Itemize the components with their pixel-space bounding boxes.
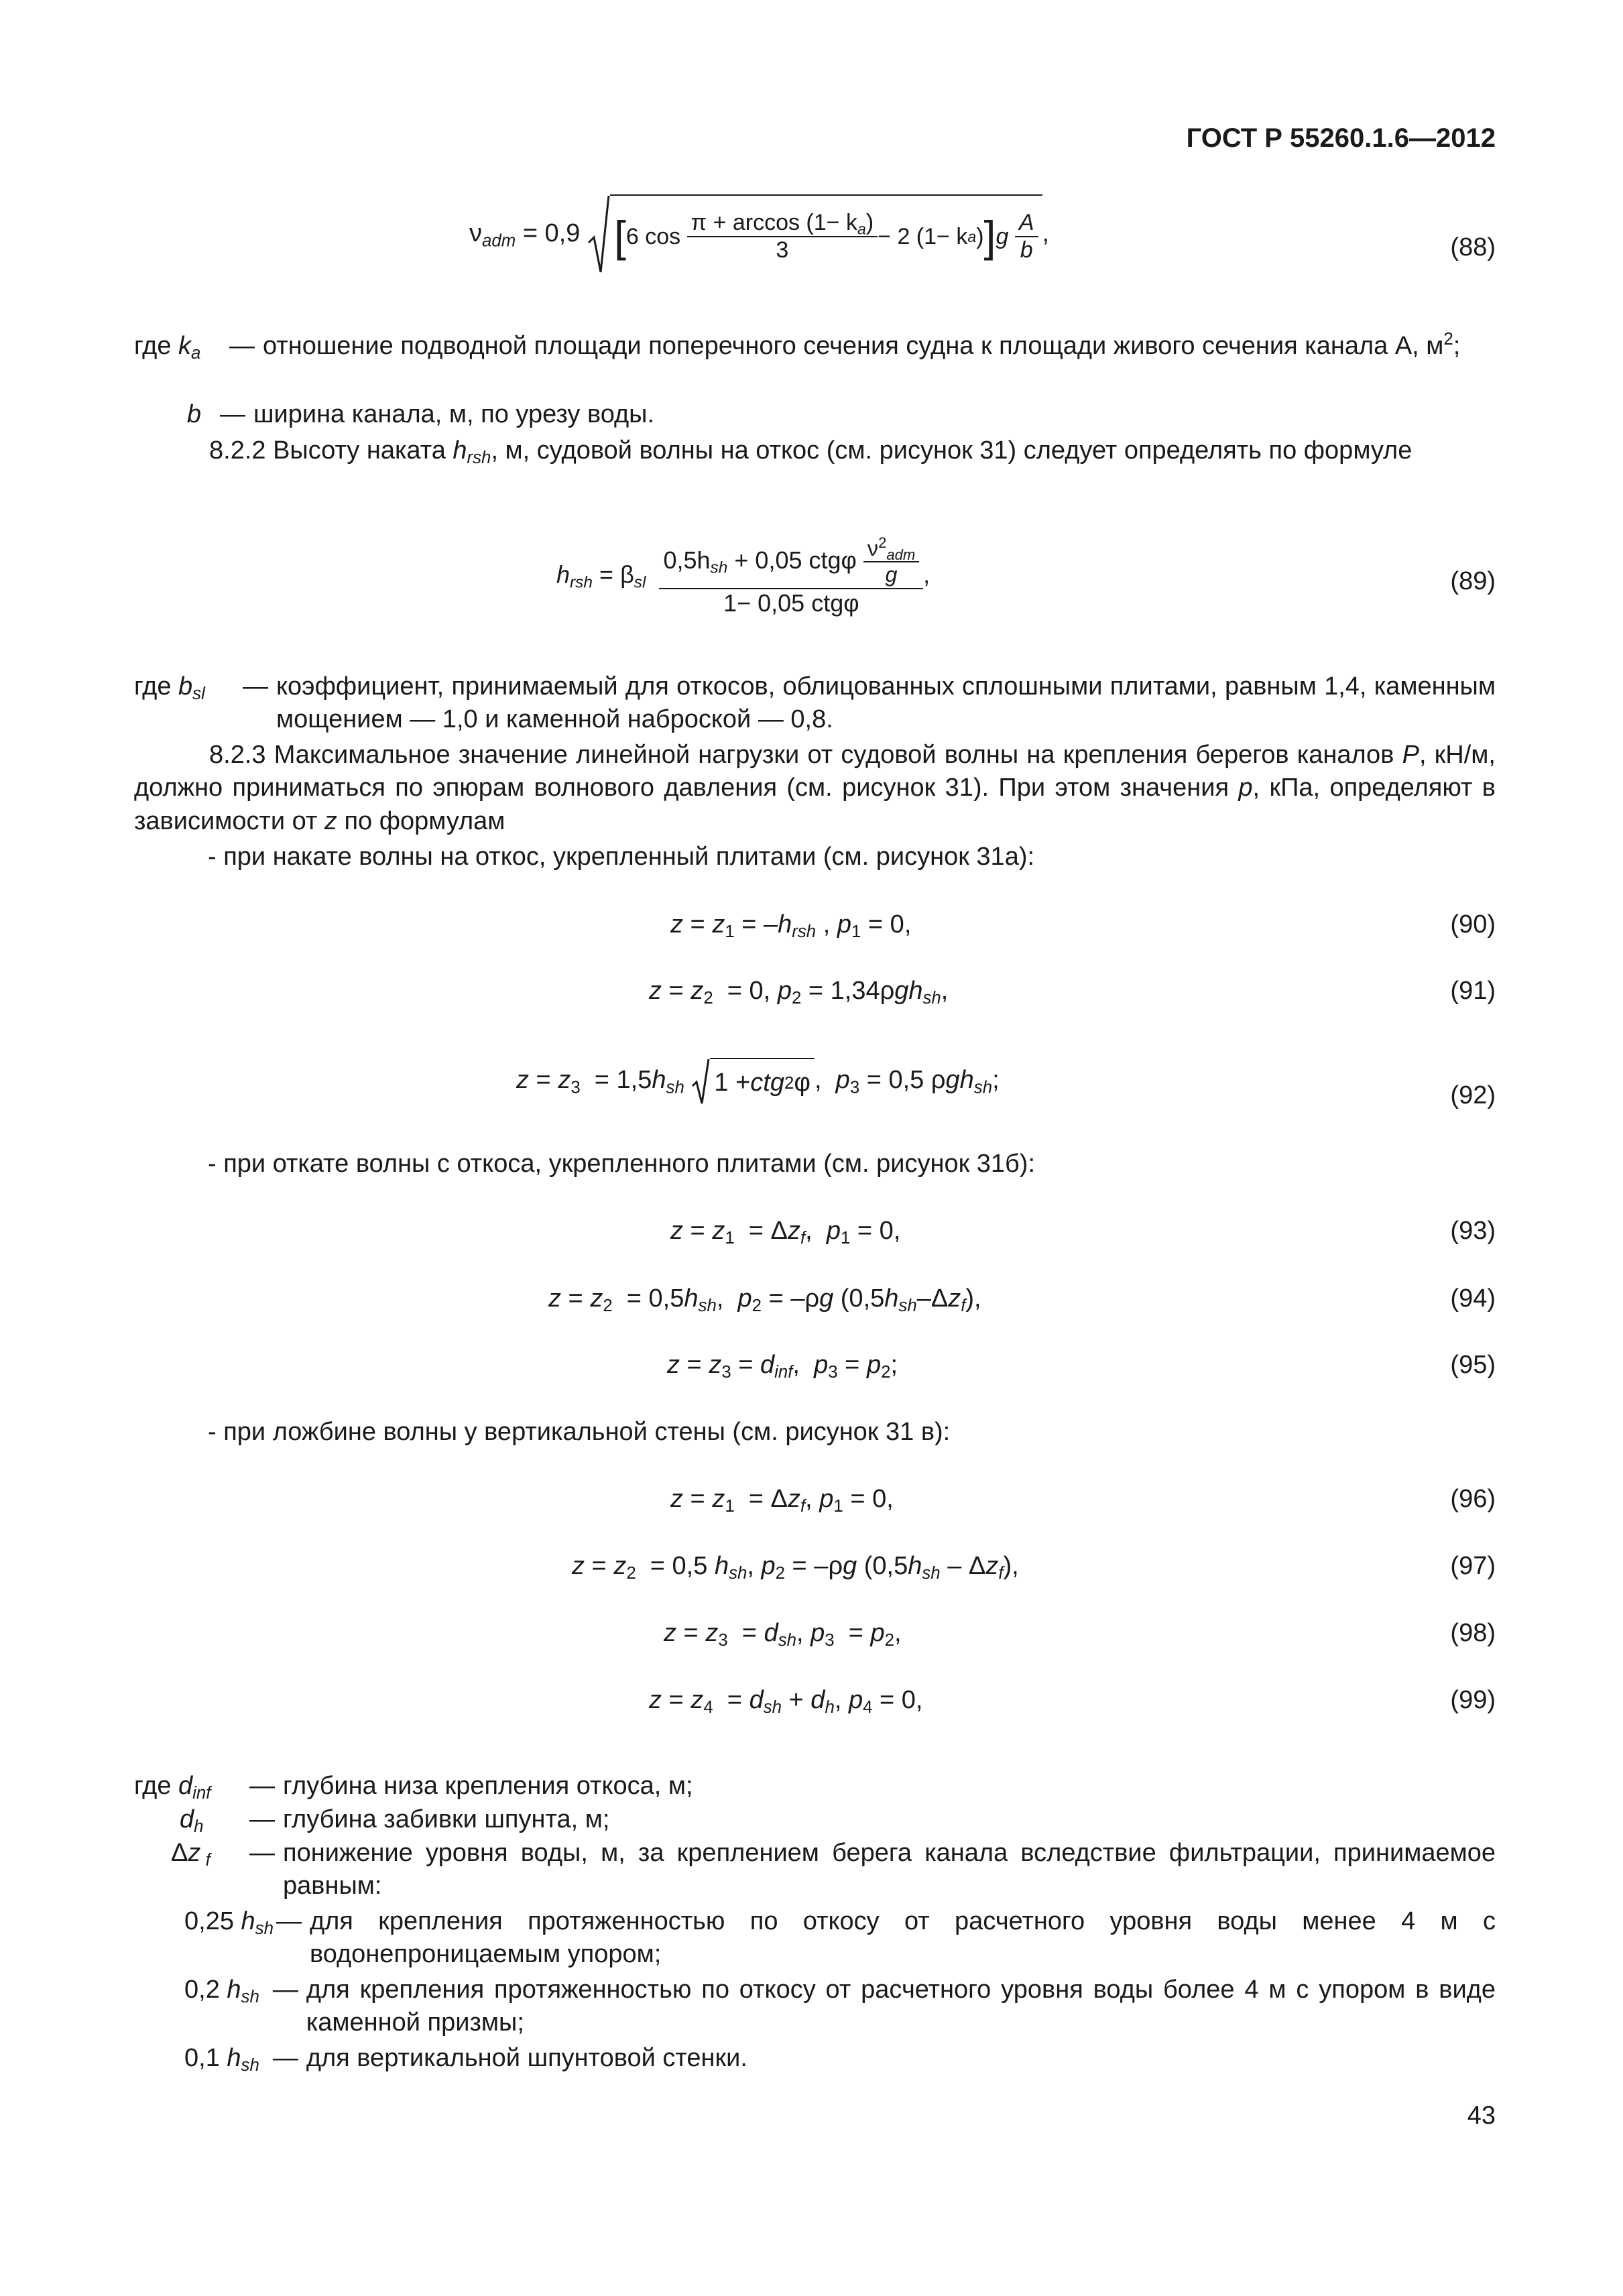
paragraph-8-2-3 — [134, 739, 1496, 838]
z-symbol: z — [324, 806, 337, 835]
equation-number-91: (91) — [1450, 977, 1496, 1005]
equation-number-98: (98) — [1450, 1619, 1496, 1647]
arccos-denominator: 3 — [776, 237, 789, 263]
where-b — [134, 398, 1496, 431]
equals-beta: = β — [599, 560, 634, 589]
dash: — — [249, 1839, 275, 1867]
equation-number-92: (92) — [1450, 1081, 1496, 1109]
arccos-fraction — [687, 210, 878, 263]
dash: — — [220, 400, 245, 428]
ka-subscript: a — [191, 344, 201, 363]
bsl-symbol: b — [178, 672, 193, 701]
numerator-close: ) — [865, 209, 874, 235]
equation-number-96: (96) — [1450, 1485, 1496, 1513]
page-number: 43 — [1467, 2102, 1496, 2130]
v025-description: для крепления протяженностью по откосу от расчетного уровня воды менее 4 м с водонепроницаемым упором; — [309, 1907, 1496, 1969]
num-b: + 0,05 ctgφ — [734, 546, 857, 574]
equation-number-89: (89) — [1450, 567, 1496, 595]
where-lead: где — [134, 672, 172, 701]
p823-text-d: по формулам — [337, 806, 505, 835]
p822-text-b: , м, судовой волны на откос (см. рисунок 31) следует определять по формуле — [491, 436, 1412, 465]
dz-description: понижение уровня воды, м, за креплением берега канала вследствие фильтрации, принимаемое равным: — [283, 1839, 1496, 1900]
dinf-description: глубина низа крепления откоса, м; — [283, 1772, 693, 1800]
dh-description: глубина забивки шпунта, м; — [283, 1805, 610, 1833]
where-025: 0,25 $h_{sh}$ — для крепления протяженностью по откосу от расчетного уровня воды менее 4 м с водонепроницаемым упором; — [184, 1905, 1496, 1972]
inner-fraction — [863, 536, 919, 588]
formula-89 — [556, 536, 930, 617]
paragraph-8-2-2 — [134, 434, 1496, 467]
where-dz: Δz $_f$ — понижение уровня воды, м, за креплением берега канала вследствие фильтрации, принимаемое равным: — [134, 1837, 1496, 1903]
where-ka — [134, 330, 1496, 363]
equation-number-93: (93) — [1450, 1217, 1496, 1245]
equation-number-94: (94) — [1450, 1284, 1496, 1313]
b-description: ширина канала, м, по урезу воды. — [253, 400, 655, 428]
formula-95: $z = z_3 = d_{inf}$, $p_3 = p_2$; — [667, 1351, 898, 1382]
value-025: 0,25 — [184, 1907, 234, 1935]
document-header: ГОСТ Р 55260.1.6—2012 — [1186, 123, 1496, 153]
radical-sign — [587, 194, 610, 275]
where-lead: где — [134, 1772, 172, 1800]
lhs-subscript: adm — [482, 231, 516, 251]
nu-symbol: ν — [469, 219, 482, 248]
p-symbol: p — [1238, 774, 1253, 802]
equation-number-99: (99) — [1450, 1686, 1496, 1714]
formula-94: $z = z_2 = 0,5h_{sh}$, $p_2 = -\rho g$ $(0,5h_{sh}-\Delta z_f)$, — [548, 1284, 981, 1316]
dash: — — [229, 332, 255, 360]
nu: ν — [867, 536, 879, 560]
dash: — — [243, 672, 268, 701]
case-3-label: - при ложбине волны у вертикальной стены (см. рисунок 31 в): — [208, 1418, 951, 1446]
arccos-numerator: π + arccos (1− k — [690, 209, 857, 235]
left-bracket: [ — [613, 212, 626, 261]
dash: — — [249, 1772, 275, 1800]
p823-text-a: 8.2.3 Максимальное значение линейной нагрузки от судовой волны на крепления берегов каналов — [209, 741, 1402, 769]
nu-sup: 2 — [878, 534, 887, 551]
dash: — — [272, 2044, 298, 2072]
equals-coef: = 0,9 — [522, 219, 581, 248]
num-a: 0,5h — [663, 546, 711, 574]
h-symbol: h — [453, 436, 467, 465]
main-den: 1− 0,05 ctgφ — [723, 589, 859, 617]
main-fraction — [659, 536, 923, 617]
formula-99: $z = z_4 = d_{sh} + d_h$, $p_4 = 0$, — [649, 1686, 923, 1717]
equation-number-95: (95) — [1450, 1351, 1496, 1379]
a-numerator: A — [1015, 210, 1038, 237]
dash: — — [276, 1907, 302, 1935]
inner-den: g — [885, 562, 898, 587]
bsl-subscript: sl — [192, 684, 205, 704]
p822-text-a: 8.2.2 Высоту наката — [209, 436, 453, 465]
formula-88 — [469, 194, 1049, 275]
numerator-subscript: a — [857, 220, 866, 238]
h-lhs: h — [556, 560, 570, 589]
g-symbol: g — [996, 223, 1009, 249]
nu-sub: adm — [886, 546, 916, 564]
case-1-label: - при накате волны на откос, укрепленный плитами (см. рисунок 31а): — [208, 843, 1035, 871]
right-bracket: ] — [983, 212, 996, 261]
where-bsl — [134, 670, 1496, 737]
num-a-subscript: sh — [710, 558, 728, 577]
ka-superscript: 2 — [1443, 329, 1453, 349]
formula-90: $z = z_1 = -h_{rsh}$ , $p_1 = 0$, — [670, 910, 912, 942]
formula-98: $z = z_3 = d_{sh}$, $p_3 = p_2$, — [664, 1619, 902, 1650]
ka-description: отношение подводной площади поперечного сечения судна к площади живого сечения канала А, м — [263, 332, 1444, 360]
beta-subscript: sl — [634, 573, 646, 592]
equation-number-90: (90) — [1450, 910, 1496, 939]
equation-number-88: (88) — [1450, 233, 1496, 261]
where-dinf: где $d_{inf}$ — глубина низа крепления откоса, м; — [134, 1770, 1496, 1803]
formula-92: $z = z_3 = 1,5h_{sh}$ 1 + ctg 2 φ , $p_3 = 0,5$ ρgh$_{sh}$; — [516, 1058, 1000, 1105]
where-01: 0,1 $h_{sh}$ — для вертикальной шпунтовой стенки. — [184, 2042, 1496, 2075]
sqrt: [ 6 cos $\frac{\pi + \arccos (1- k_a)}{3}$ − 2 (1− k a ) ] g $\frac{A}{b}$ — [587, 194, 1042, 275]
b-symbol: b — [186, 400, 201, 428]
b-denominator: b — [1020, 237, 1033, 263]
P-symbol: P — [1402, 741, 1419, 769]
formula-91: $z = z_2 = 0$, $p_2 = 1,34\rho gh_{sh}$, — [649, 977, 949, 1008]
where-dh: $d_h$ — глубина забивки шпунта, м; — [134, 1803, 1496, 1836]
lhs-subscript: rsh — [570, 573, 593, 592]
formula-97: $z = z_2 = 0,5$ $h_{sh}$, $p_2 = -\rho g$ $(0,5h_{sh} - \Delta z_f)$, — [572, 1552, 1019, 1583]
where-02: 0,2 $h_{sh}$ — для крепления протяженностью по откосу от расчетного уровня воды более 4 м с упором в виде каменной призмы; — [184, 1974, 1496, 2040]
case-2-label: - при откате волны с откоса, укрепленного плитами (см. рисунок 31б): — [208, 1150, 1036, 1178]
tail-close: ) — [976, 223, 984, 249]
eq88-end: , — [1042, 219, 1050, 248]
formula-96: $z = z_1 = \Delta z_f$, $p_1 = 0$, — [670, 1485, 894, 1516]
equation-number-97: (97) — [1450, 1552, 1496, 1580]
cos-term: 6 cos — [625, 223, 681, 249]
sqrt-92: 1 + ctg 2 φ — [691, 1058, 815, 1105]
p823-text-b: , кН/м, должно приниматься по эпюрам волнового давления (см. рисунок 31). При этом значения — [134, 741, 1496, 802]
formula-93: $z = z_1 = \Delta z_f$, $p_1 = 0$, — [670, 1217, 901, 1248]
tail-term: − 2 (1− k — [878, 223, 968, 249]
v02-description: для крепления протяженностью по откосу от расчетного уровня воды более 4 м с упором в виде каменной призмы; — [306, 1976, 1496, 2037]
a-over-b — [1015, 210, 1038, 263]
value-02: 0,2 — [184, 1976, 220, 2004]
bsl-description: коэффициент, принимаемый для откосов, облицованных сплошными плитами, равным 1,4, каменным мощением — 1,0 и каменной наброской — 0,8. — [276, 672, 1496, 734]
h-subscript: rsh — [467, 448, 491, 468]
radical-sign — [691, 1058, 710, 1105]
ka-symbol: k — [178, 332, 192, 360]
ka-end: ; — [1453, 332, 1461, 360]
dash: — — [249, 1805, 275, 1833]
eq89-end: , — [923, 560, 930, 589]
v01-description: для вертикальной шпунтовой стенки. — [306, 2044, 747, 2072]
where-lead: где — [134, 332, 172, 360]
dash: — — [272, 1976, 298, 2004]
p823-text-c: , кПа, определяют в зависимости от — [134, 774, 1496, 835]
value-01: 0,1 — [184, 2044, 220, 2072]
